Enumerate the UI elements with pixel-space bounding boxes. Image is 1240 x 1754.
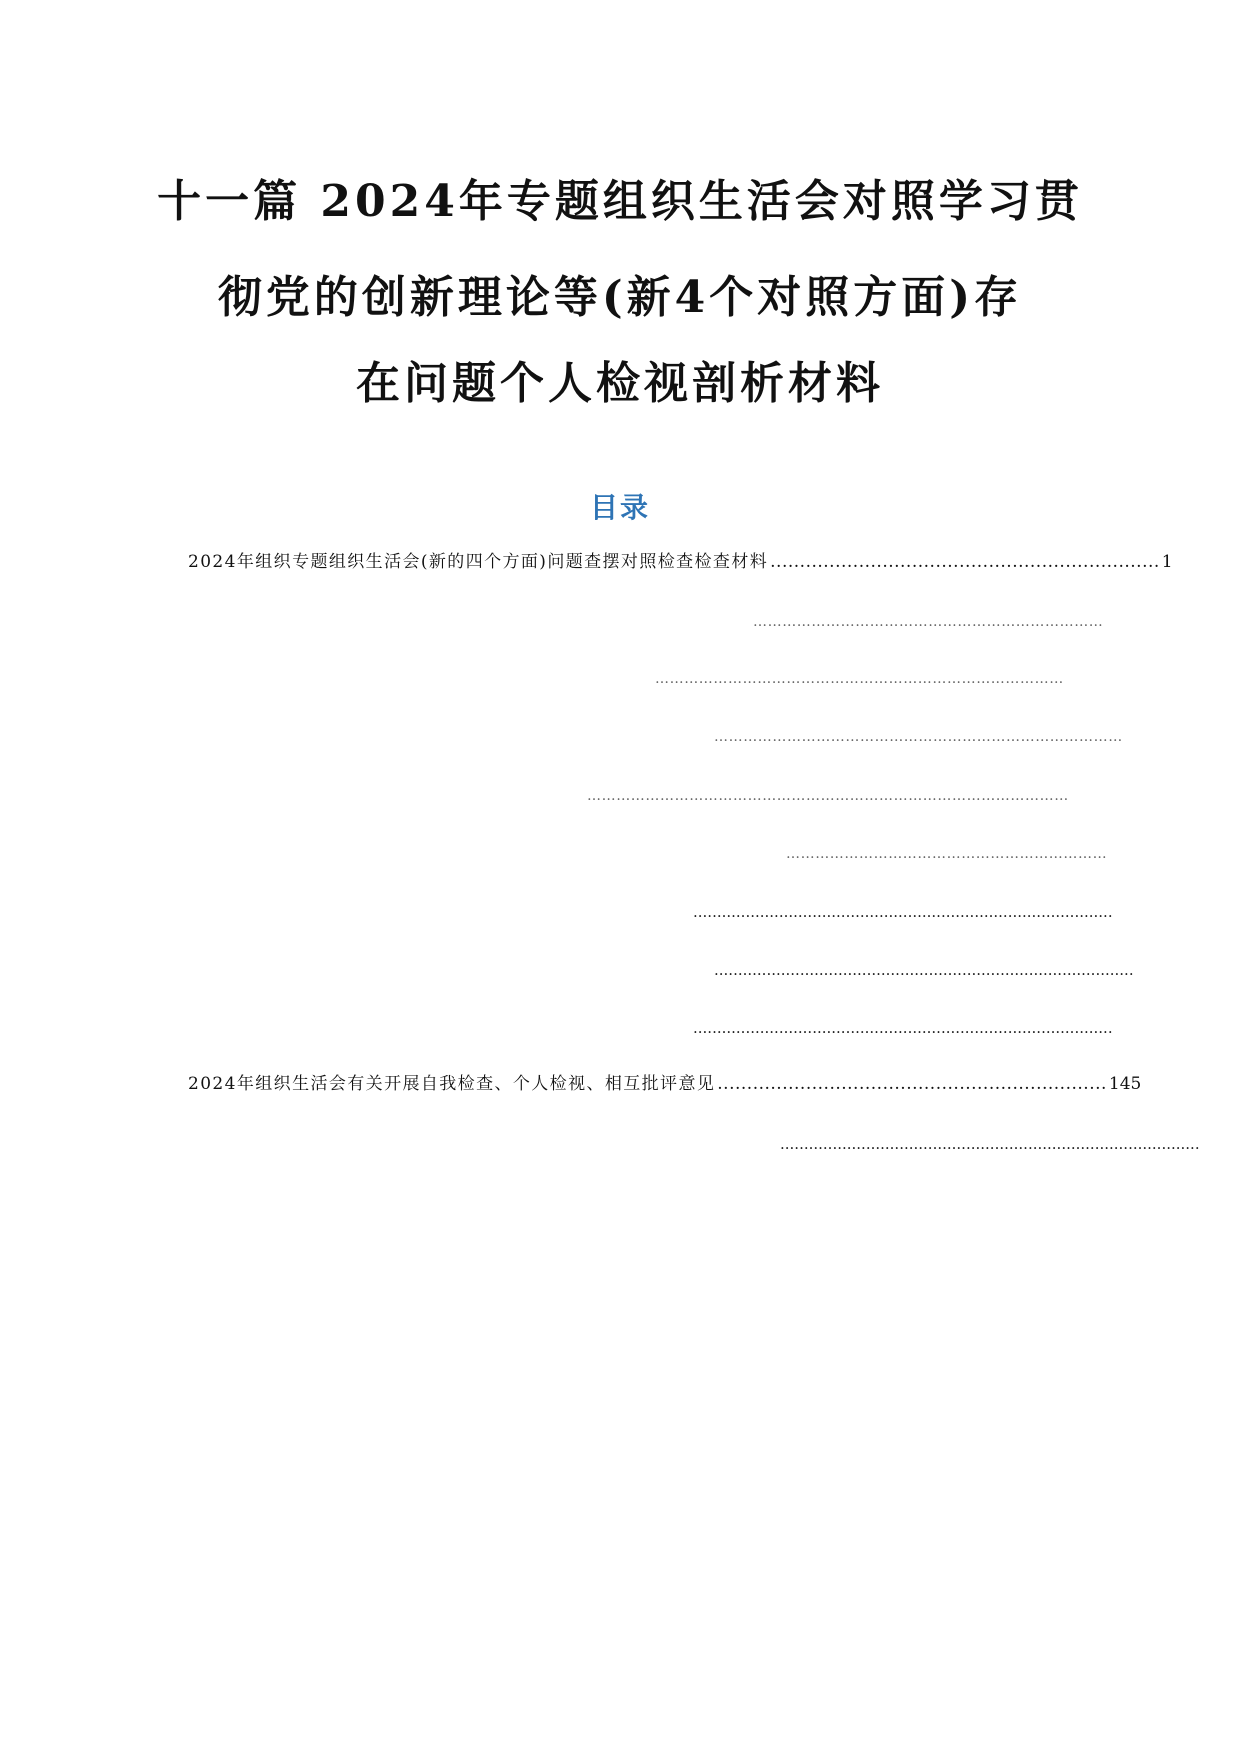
toc-sub-entry-leader[interactable]: ........................................................................................: [693, 1019, 1113, 1037]
toc-entry[interactable]: [188, 1074, 1142, 1094]
document-title-line-1: 十一篇 2024年专题组织生活会对照学习贯: [157, 176, 1083, 227]
toc-sub-entry-leader[interactable]: ………………………………………………………………: [753, 614, 1104, 630]
toc-sub-entry-leader[interactable]: ........................................................................................: [714, 961, 1134, 979]
toc-sub-entry-leader[interactable]: ........................................................................................: [693, 903, 1113, 921]
toc-sub-entry-leader[interactable]: ………………………………………………………………………………………: [587, 788, 1069, 804]
toc-sub-entry-leader[interactable]: …………………………………………………………………………: [655, 671, 1064, 687]
toc-heading: 目录: [589, 491, 650, 524]
toc-entry-leader: ..................................................................: [770, 552, 1160, 572]
toc-entry-text: 2024年组织生活会有关开展自我检查、个人检视、相互批评意见: [188, 1074, 716, 1094]
toc-entry-leader: ..................................................................: [717, 1074, 1107, 1094]
toc-entry[interactable]: [188, 552, 1173, 572]
document-title-line-3: 在问题个人检视剖析材料: [356, 358, 884, 409]
toc-sub-entry-leader[interactable]: …………………………………………………………………………: [714, 729, 1123, 745]
toc-entry-page-number: 1: [1161, 552, 1173, 572]
toc-sub-entry-leader[interactable]: ........................................................................................: [780, 1135, 1200, 1153]
toc-sub-entry-leader[interactable]: …………………………………………………………: [786, 846, 1108, 862]
toc-entry-text: 2024年组织专题组织生活会(新的四个方面)问题查摆对照检查检查材料: [188, 552, 769, 572]
document-title-line-2: 彻党的创新理论等(新4个对照方面)存: [217, 272, 1023, 323]
toc-entry-page-number: 145: [1108, 1074, 1142, 1094]
